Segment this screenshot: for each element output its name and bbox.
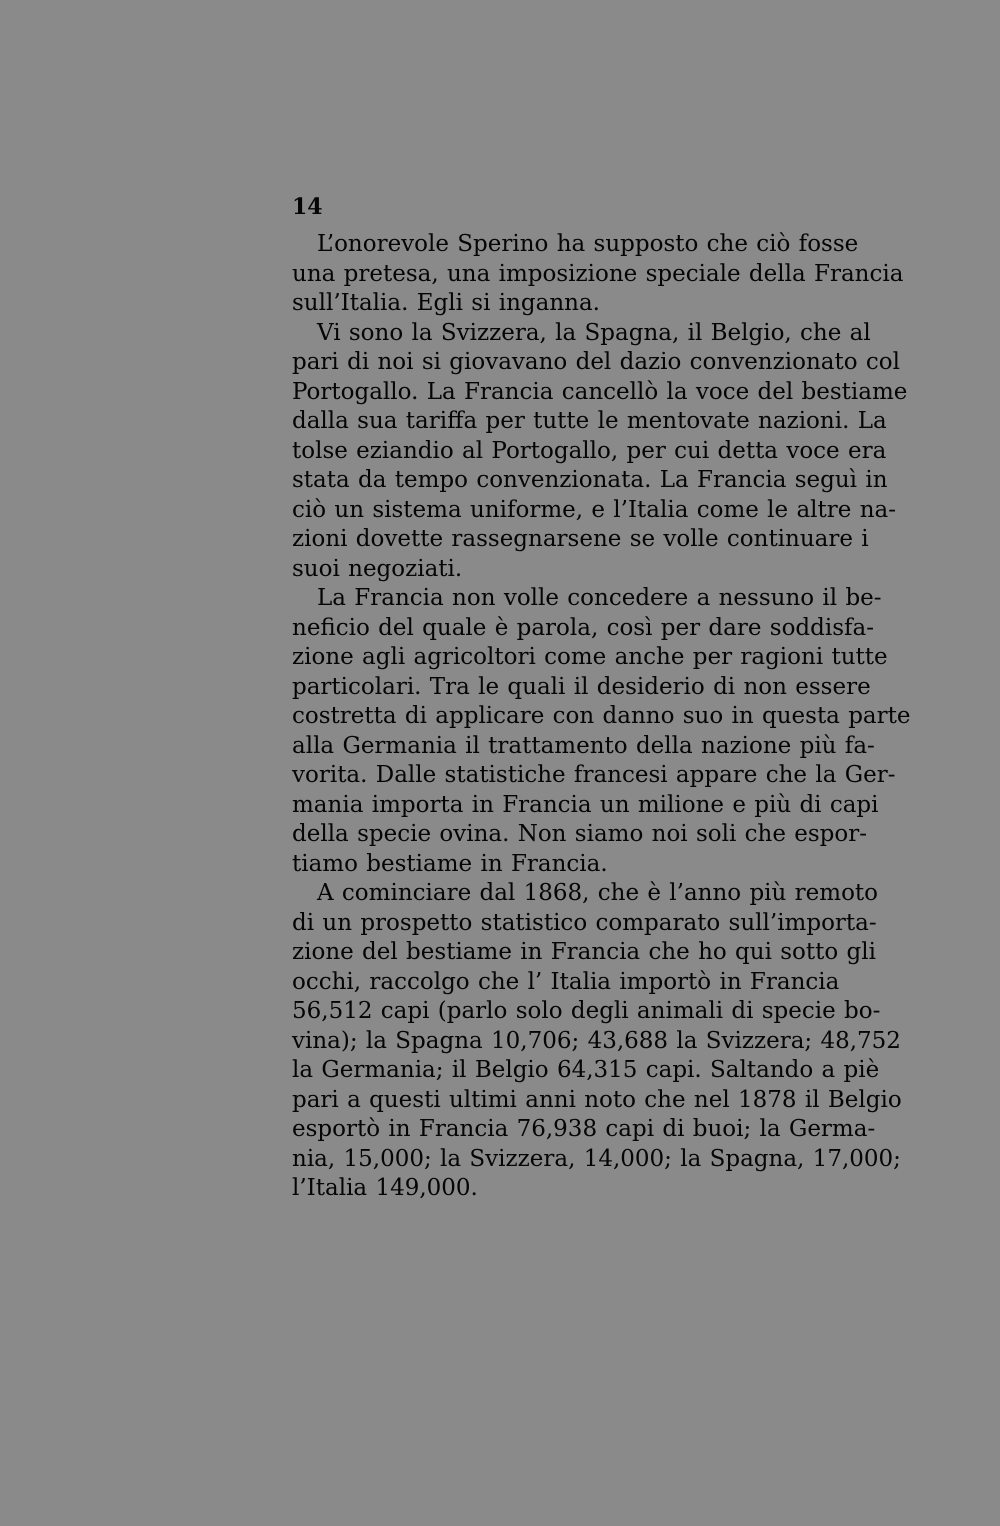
text-line: particolari. Tra le quali il desiderio di non essere xyxy=(292,673,871,700)
text-line: vorita. Dalle statistiche francesi appare che la Ger- xyxy=(292,762,896,788)
text-line: neficio del quale è parola, così per dare soddisfa- xyxy=(292,614,875,641)
text-line: tiamo bestiame in Francia. xyxy=(292,850,608,877)
text-line: occhi, raccolgo che l’ Italia importò in Francia xyxy=(292,968,840,995)
text-line: zione del bestiame in Francia che ho qui sotto gli xyxy=(292,939,876,965)
text-line: alla Germania il trattamento della nazione più fa- xyxy=(292,732,875,759)
text-line: costretta di applicare con danno suo in questa parte xyxy=(292,703,911,729)
text-line: A cominciare dal 1868, che è l’anno più remoto xyxy=(317,880,879,906)
text-line: zione agli agricoltori come anche per ragioni tutte xyxy=(292,644,888,670)
text-line: sull’Italia. Egli si inganna. xyxy=(292,290,600,316)
page-number: 14 xyxy=(292,194,323,220)
text-line: della specie ovina. Non siamo noi soli che espor- xyxy=(292,821,868,847)
text-line: nia, 15,000; la Svizzera, 14,000; la Spagna, 17,000; xyxy=(292,1145,901,1172)
text-line: Vi sono la Svizzera, la Spagna, il Belgio, che al xyxy=(317,319,871,346)
text-line: di un prospetto statistico comparato sull’importa- xyxy=(292,909,877,936)
text-line: Portogallo. La Francia cancellò la voce del bestiame xyxy=(292,378,908,405)
text-line: pari di noi si giovavano del dazio convenzionato col xyxy=(292,349,900,375)
text-line: 56,512 capi (parlo solo degli animali di specie bo- xyxy=(292,998,881,1024)
text-line: la Germania; il Belgio 64,315 capi. Saltando a piè xyxy=(292,1057,880,1083)
text-line: vina); la Spagna 10,706; 43,688 la Svizzera; 48,752 xyxy=(292,1027,901,1054)
text-line: zioni dovette rassegnarsene se volle continuare i xyxy=(292,526,869,552)
text-line: La Francia non volle concedere a nessuno il be- xyxy=(317,585,882,611)
text-line: stata da tempo convenzionata. La Francia seguì in xyxy=(292,467,888,493)
text-line: esportò in Francia 76,938 capi di buoi; la Germa- xyxy=(292,1116,876,1142)
text-line: una pretesa, una imposizione speciale della Francia xyxy=(292,260,904,287)
body-text xyxy=(292,230,911,1204)
text-line: l’Italia 149,000. xyxy=(292,1175,478,1201)
text-line: tolse eziandio al Portogallo, per cui detta voce era xyxy=(292,437,887,464)
text-line: ciò un sistema uniforme, e l’Italia come le altre na- xyxy=(292,496,896,523)
text-line: mania importa in Francia un milione e più di capi xyxy=(292,791,879,818)
text-line: L’onorevole Sperino ha supposto che ciò fosse xyxy=(317,231,859,257)
text-line: pari a questi ultimi anni noto che nel 1878 il Belgio xyxy=(292,1086,902,1113)
text-line: suoi negoziati. xyxy=(292,555,463,582)
text-line: dalla sua tariffa per tutte le mentovate nazioni. La xyxy=(292,408,887,434)
